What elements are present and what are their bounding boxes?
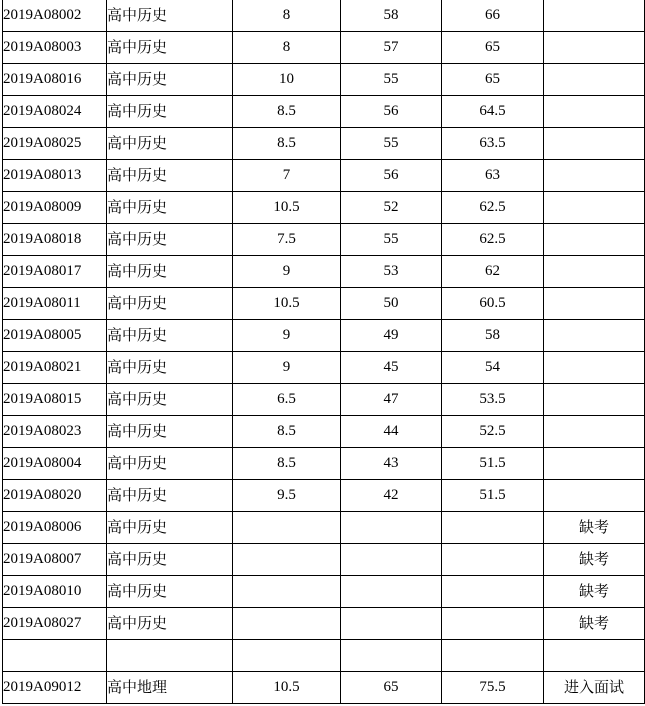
score2-cell: 47: [341, 384, 442, 416]
score1-cell: [233, 608, 341, 640]
candidate-id-cell: 2019A08010: [3, 576, 107, 608]
table-row: [3, 224, 645, 256]
total-score-cell: 53.5: [442, 384, 544, 416]
candidate-id-cell: 2019A08024: [3, 96, 107, 128]
score1-cell: 10.5: [233, 672, 341, 704]
candidate-id-cell: 2019A08021: [3, 352, 107, 384]
score1-cell: 10: [233, 64, 341, 96]
table-row: [3, 544, 645, 576]
table-row: [3, 128, 645, 160]
table-row: [3, 672, 645, 704]
total-score-cell: 63: [442, 160, 544, 192]
total-score-cell: 52.5: [442, 416, 544, 448]
candidate-id-cell: 2019A08011: [3, 288, 107, 320]
remark-cell: 缺考: [544, 512, 645, 544]
subject-cell: 高中历史: [107, 256, 233, 288]
subject-cell: 高中历史: [107, 64, 233, 96]
score2-cell: 58: [341, 0, 442, 32]
score2-cell: 65: [341, 672, 442, 704]
subject-cell: 高中历史: [107, 352, 233, 384]
score2-cell: 56: [341, 96, 442, 128]
candidate-id-cell: 2019A08017: [3, 256, 107, 288]
score1-cell: 8.5: [233, 128, 341, 160]
table-row: [3, 288, 645, 320]
total-score-cell: 62.5: [442, 192, 544, 224]
score2-cell: 43: [341, 448, 442, 480]
table-row: [3, 256, 645, 288]
total-score-cell: 58: [442, 320, 544, 352]
table-row: [3, 416, 645, 448]
table-row: [3, 0, 645, 32]
remark-cell: [544, 128, 645, 160]
score1-cell: 7: [233, 160, 341, 192]
score1-cell: 9.5: [233, 480, 341, 512]
remark-cell: [544, 640, 645, 672]
total-score-cell: 64.5: [442, 96, 544, 128]
remark-cell: 缺考: [544, 576, 645, 608]
score1-cell: 8.5: [233, 96, 341, 128]
table-row: [3, 480, 645, 512]
remark-cell: [544, 96, 645, 128]
score1-cell: 9: [233, 320, 341, 352]
score1-cell: [233, 640, 341, 672]
table-row: [3, 96, 645, 128]
candidate-id-cell: 2019A08016: [3, 64, 107, 96]
total-score-cell: [442, 576, 544, 608]
remark-cell: [544, 32, 645, 64]
subject-cell: 高中历史: [107, 512, 233, 544]
remark-cell: [544, 384, 645, 416]
remark-cell: [544, 160, 645, 192]
subject-cell: 高中历史: [107, 416, 233, 448]
total-score-cell: [442, 640, 544, 672]
total-score-cell: 62: [442, 256, 544, 288]
table-row: [3, 64, 645, 96]
table-row: [3, 192, 645, 224]
table-row: [3, 160, 645, 192]
score2-cell: 55: [341, 64, 442, 96]
remark-cell: 进入面试: [544, 672, 645, 704]
candidate-id-cell: 2019A08005: [3, 320, 107, 352]
score2-cell: [341, 640, 442, 672]
total-score-cell: 51.5: [442, 480, 544, 512]
score1-cell: 8.5: [233, 448, 341, 480]
total-score-cell: [442, 608, 544, 640]
table-row: [3, 352, 645, 384]
score2-cell: 49: [341, 320, 442, 352]
subject-cell: 高中历史: [107, 96, 233, 128]
score1-cell: 6.5: [233, 384, 341, 416]
total-score-cell: 62.5: [442, 224, 544, 256]
candidate-id-cell: 2019A08020: [3, 480, 107, 512]
table-row: [3, 384, 645, 416]
total-score-cell: 63.5: [442, 128, 544, 160]
subject-cell: 高中历史: [107, 576, 233, 608]
table-row: [3, 448, 645, 480]
candidate-id-cell: [3, 640, 107, 672]
table-row: [3, 320, 645, 352]
candidate-id-cell: 2019A08007: [3, 544, 107, 576]
table-row: [3, 608, 645, 640]
subject-cell: 高中历史: [107, 32, 233, 64]
candidate-id-cell: 2019A08006: [3, 512, 107, 544]
candidate-id-cell: 2019A08004: [3, 448, 107, 480]
score2-cell: [341, 576, 442, 608]
total-score-cell: 51.5: [442, 448, 544, 480]
total-score-cell: 75.5: [442, 672, 544, 704]
subject-cell: 高中历史: [107, 288, 233, 320]
subject-cell: 高中地理: [107, 672, 233, 704]
remark-cell: 缺考: [544, 608, 645, 640]
candidate-id-cell: 2019A08027: [3, 608, 107, 640]
score2-cell: 52: [341, 192, 442, 224]
candidate-id-cell: 2019A08023: [3, 416, 107, 448]
score1-cell: [233, 544, 341, 576]
candidate-id-cell: 2019A09012: [3, 672, 107, 704]
subject-cell: 高中历史: [107, 544, 233, 576]
score2-cell: [341, 608, 442, 640]
score2-cell: 50: [341, 288, 442, 320]
total-score-cell: 66: [442, 0, 544, 32]
remark-cell: [544, 192, 645, 224]
remark-cell: [544, 448, 645, 480]
score1-cell: 9: [233, 256, 341, 288]
candidate-id-cell: 2019A08025: [3, 128, 107, 160]
table-row: [3, 576, 645, 608]
subject-cell: 高中历史: [107, 160, 233, 192]
subject-cell: 高中历史: [107, 480, 233, 512]
score2-cell: 44: [341, 416, 442, 448]
table-row: [3, 32, 645, 64]
total-score-cell: [442, 512, 544, 544]
score1-cell: 8: [233, 0, 341, 32]
remark-cell: [544, 352, 645, 384]
subject-cell: 高中历史: [107, 384, 233, 416]
subject-cell: 高中历史: [107, 224, 233, 256]
score1-cell: [233, 512, 341, 544]
candidate-id-cell: 2019A08015: [3, 384, 107, 416]
total-score-cell: 60.5: [442, 288, 544, 320]
score1-cell: 10.5: [233, 192, 341, 224]
candidate-id-cell: 2019A08018: [3, 224, 107, 256]
remark-cell: [544, 224, 645, 256]
remark-cell: [544, 416, 645, 448]
subject-cell: [107, 640, 233, 672]
score1-cell: 10.5: [233, 288, 341, 320]
total-score-cell: 65: [442, 64, 544, 96]
remark-cell: [544, 0, 645, 32]
score2-cell: [341, 512, 442, 544]
subject-cell: 高中历史: [107, 320, 233, 352]
remark-cell: [544, 320, 645, 352]
table-body: [3, 0, 645, 704]
score2-cell: 57: [341, 32, 442, 64]
candidate-id-cell: 2019A08013: [3, 160, 107, 192]
score2-cell: 55: [341, 224, 442, 256]
subject-cell: 高中历史: [107, 448, 233, 480]
remark-cell: [544, 256, 645, 288]
table-row: [3, 512, 645, 544]
score-table: [2, 0, 645, 704]
total-score-cell: 65: [442, 32, 544, 64]
score2-cell: 53: [341, 256, 442, 288]
remark-cell: [544, 288, 645, 320]
subject-cell: 高中历史: [107, 192, 233, 224]
score1-cell: 9: [233, 352, 341, 384]
score1-cell: 8.5: [233, 416, 341, 448]
subject-cell: 高中历史: [107, 128, 233, 160]
score1-cell: [233, 576, 341, 608]
score2-cell: 55: [341, 128, 442, 160]
remark-cell: [544, 64, 645, 96]
score1-cell: 8: [233, 32, 341, 64]
table-row: [3, 640, 645, 672]
subject-cell: 高中历史: [107, 608, 233, 640]
candidate-id-cell: 2019A08003: [3, 32, 107, 64]
score1-cell: 7.5: [233, 224, 341, 256]
candidate-id-cell: 2019A08002: [3, 0, 107, 32]
score2-cell: 56: [341, 160, 442, 192]
candidate-id-cell: 2019A08009: [3, 192, 107, 224]
score2-cell: 42: [341, 480, 442, 512]
total-score-cell: 54: [442, 352, 544, 384]
total-score-cell: [442, 544, 544, 576]
remark-cell: [544, 480, 645, 512]
remark-cell: 缺考: [544, 544, 645, 576]
subject-cell: 高中历史: [107, 0, 233, 32]
score2-cell: [341, 544, 442, 576]
score2-cell: 45: [341, 352, 442, 384]
